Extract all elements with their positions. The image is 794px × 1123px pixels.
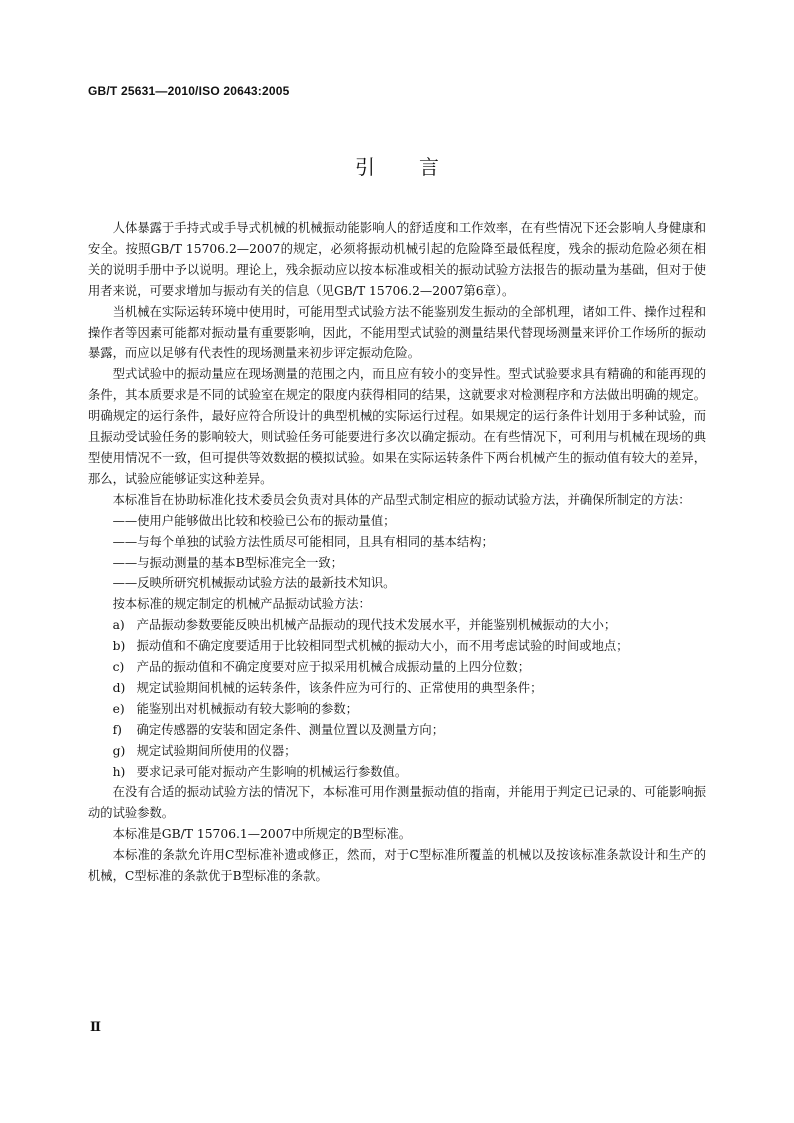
list-item-text: 要求记录可能对振动产生影响的机械运行参数值。: [136, 764, 408, 779]
list-item: [88, 741, 706, 762]
list-item-text: 能鉴别出对机械振动有较大影响的参数；: [136, 701, 358, 716]
list-item-label: g): [112, 743, 126, 758]
list-item: [88, 636, 706, 657]
list-item: [88, 699, 706, 720]
paragraph-2: 当机械在实际运转环境中使用时，可能用型式试验方法不能鉴别发生振动的全部机理，诸如工件、操作过程和操作者等因素可能都对振动量有重要影响，因此，不能用型式试验的测量结果代替现场测量来评价工作场所的振动暴露，而应以足够有代表性的现场测量来初步评定振动危险。: [88, 304, 706, 361]
list-item: [88, 762, 706, 783]
list-item: [88, 657, 706, 678]
list-item-label: d): [112, 680, 126, 695]
list-item: [88, 615, 706, 636]
paragraph-4: 本标准旨在协助标准化技术委员会负责对具体的产品型式制定相应的振动试验方法，并确保所制定的方法：: [112, 492, 691, 507]
list-item-text: 规定试验期间所使用的仪器；: [136, 743, 297, 758]
paragraph-6: 本标准是GB/T 15706.1—2007中所规定的B型标准。: [112, 827, 412, 842]
paragraph-3: 型式试验中的振动量应在现场测量的范围之内，而且应有较小的变异性。型式试验要求具有精确的和能再现的条件，其本质要求是不同的试验室在规定的限度内获得相同的结果，这就要求对检测程序和方法做出明确的规定。明确规定的运行条件，最好应符合所设计的典型机械的实际运行过程。如果规定的运行条件计划用于多种试验，而且振动受试验任务的影响较大，则试验任务可能要进行多次以确定振动。在有些情况下，可利用与机械在现场的典型使用情况不一致，但可提供等效数据的模拟试验。如果在实际运转条件下两台机械产生的振动值有较大的差异，那么，试验应能够证实这种差异。: [88, 367, 706, 486]
list-item-label: a): [112, 618, 125, 633]
list-intro: 按本标准的规定制定的机械产品振动试验方法：: [112, 597, 371, 612]
dash-item: ——与振动测量的基本B型标准完全一致；: [112, 555, 343, 570]
list-item-label: f): [112, 722, 122, 737]
list-item: [88, 678, 706, 699]
list-item-text: 规定试验期间机械的运转条件，该条件应为可行的、正常使用的典型条件；: [136, 680, 543, 695]
paragraph-5: 在没有合适的振动试验方法的情况下，本标准可用作测量振动值的指南，并能用于判定已记录的、可能影响振动的试验参数。: [88, 785, 706, 821]
list-item-text: 确定传感器的安装和固定条件、测量位置以及测量方向；: [136, 722, 445, 737]
list-item-label: h): [112, 764, 126, 779]
list-item-text: 产品振动参数要能反映出机械产品振动的现代技术发展水平，并能鉴别机械振动的大小；: [136, 618, 617, 633]
list-item-label: b): [112, 639, 126, 654]
list-item-text: 振动值和不确定度要适用于比较相同型式机械的振动大小，而不用考虑试验的时间或地点；: [136, 639, 629, 654]
list-item-label: c): [112, 660, 125, 675]
page-number: Ⅱ: [90, 1020, 101, 1035]
standard-code: GB/T 25631—2010/ISO 20643:2005: [88, 84, 290, 98]
list-item-text: 产品的振动值和不确定度要对应于拟采用机械合成振动量的上四分位数；: [136, 660, 531, 675]
dash-item: ——使用户能够做出比较和校验已公布的振动量值；: [112, 513, 396, 528]
dash-item: ——反映所研究机械振动试验方法的最新技术知识。: [112, 576, 396, 591]
paragraph-7: 本标准的条款允许用C型标准补遗或修正，然而，对于C型标准所覆盖的机械以及按该标准条款设计和生产的机械，C型标准的条款优于B型标准的条款。: [88, 848, 706, 884]
dash-item: ——与每个单独的试验方法性质尽可能相同，且具有相同的基本结构；: [112, 534, 494, 549]
list-item-label: e): [112, 701, 125, 716]
paragraph-1: 人体暴露于手持式或手导式机械的机械振动能影响人的舒适度和工作效率，在有些情况下还会影响人身健康和安全。按照GB/T 15706.2—2007的规定，必须将振动机械引起的危险降至最低程度，残余的振动危险必须在相关的说明手册中予以说明。理论上，残余振动应以按本标准或相关的振动试验方法报告的振动量为基础，但对于使用者来说，可要求增加与振动有关的信息（见GB/T 15706.2—2007第6章）。: [88, 221, 706, 298]
list-item: [88, 720, 706, 741]
document-body: [88, 218, 706, 887]
page-title: 引言: [355, 155, 483, 179]
